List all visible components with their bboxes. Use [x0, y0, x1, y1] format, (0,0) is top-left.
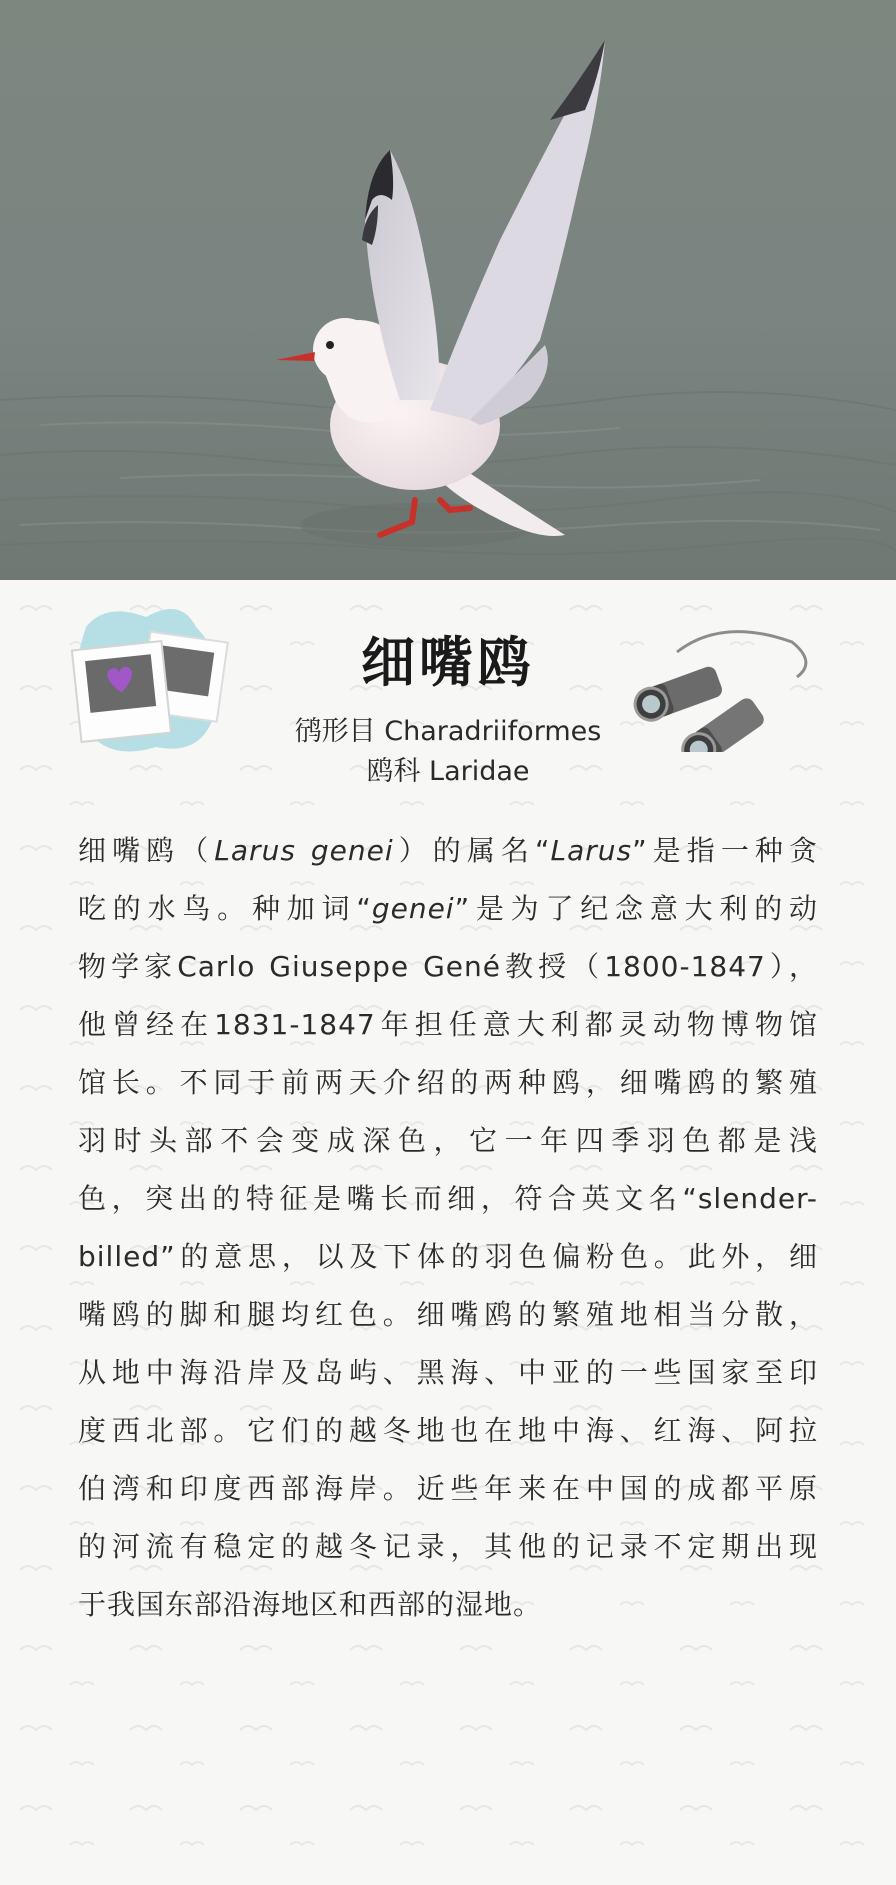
description-line-13: 的河流有稳定的越冬记录，其他的记录不定期出现 [78, 1530, 818, 1563]
species-description [78, 822, 818, 1634]
taxonomy-order: 鸻形目 Charadriiformes [294, 716, 602, 747]
description-line-7: 色，突出的特征是嘴长而细，符合英文名“slender- [78, 1182, 818, 1215]
description-line-1: 细嘴鸥（Larus genei）的属名“Larus”是指一种贪 [78, 834, 818, 867]
description-line-6: 羽时头部不会变成深色，它一年四季羽色都是浅 [78, 1124, 818, 1157]
taxonomy-family: 鸥科 Laridae [366, 756, 530, 787]
page-title: 细嘴鸥 [361, 631, 535, 694]
description-line-11: 度西北部。它们的越冬地也在地中海、红海、阿拉 [78, 1414, 818, 1447]
description-line-12: 伯湾和印度西部海岸。近些年来在中国的成都平原 [78, 1472, 818, 1505]
description-line-3: 物学家Carlo Giuseppe Gené教授（1800-1847）， [78, 950, 818, 983]
description-line-14: 于我国东部沿海地区和西部的湿地。 [78, 1588, 543, 1621]
description-line-5: 馆长。不同于前两天介绍的两种鸥，细嘴鸥的繁殖 [78, 1066, 818, 1099]
description-line-8: billed”的意思，以及下体的羽色偏粉色。此外，细 [78, 1240, 818, 1273]
description-line-10: 从地中海沿岸及岛屿、黑海、中亚的一些国家至印 [78, 1356, 818, 1389]
gull-photo [0, 0, 896, 580]
description-line-4: 他曾经在1831-1847年担任意大利都灵动物博物馆 [78, 1008, 818, 1041]
description-line-2: 吃的水鸟。种加词“genei”是为了纪念意大利的动 [78, 892, 818, 925]
gull-photo-illustration [0, 0, 896, 580]
description-line-9: 嘴鸥的脚和腿均红色。细嘴鸥的繁殖地相当分散， [78, 1298, 818, 1331]
